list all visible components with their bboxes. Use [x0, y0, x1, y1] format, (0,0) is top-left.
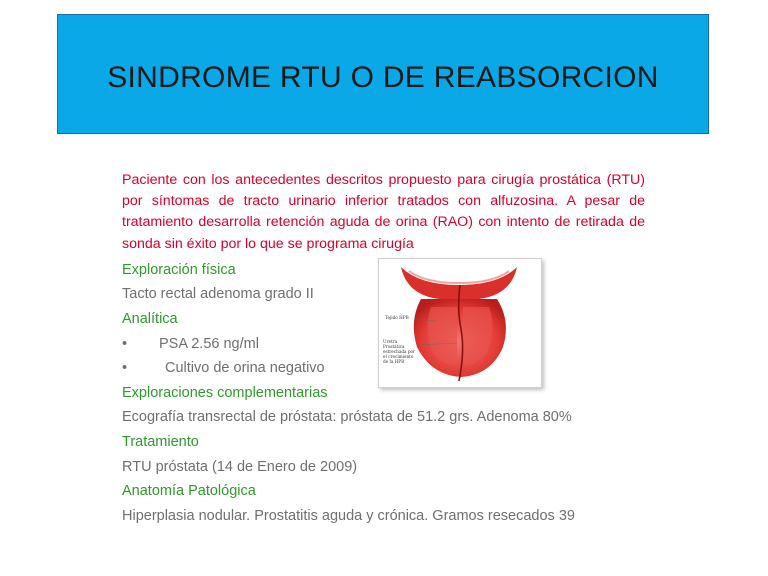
case-intro: Paciente con los antecedentes descritos propuesto para cirugía prostática (RTU) por síntomas de tracto urinario inferior tratados con alfuzosina. A pesar de tratamiento desarrolla retención aguda de orina (RAO) con intento de retirada de sonda sin éxito por lo que se programa cirugía: [122, 172, 645, 252]
exploracion-heading: Exploración física: [122, 261, 236, 278]
figure-label-uretra: Uretra Prostática estrechada por el crecimiento de la HPB: [383, 339, 416, 364]
anatomia-text: Hiperplasia nodular. Prostatitis aguda y crónica. Gramos resecados 39: [122, 507, 575, 524]
title-banner: [57, 14, 709, 134]
slide-title: SINDROME RTU O DE REABSORCION: [107, 61, 659, 94]
tratamiento-text: RTU próstata (14 de Enero de 2009): [122, 458, 358, 475]
prostate-illustration: [378, 258, 542, 388]
analitica-heading: Analítica: [122, 311, 178, 327]
prostate-drawing: [379, 259, 541, 387]
bullet-text: Cultivo de orina negativo: [165, 360, 325, 377]
bullet-marker: •: [122, 335, 128, 352]
anatomia-heading: Anatomía Patológica: [122, 483, 256, 500]
bullet-text: PSA 2.56 ng/ml: [159, 335, 259, 352]
complementarias-heading: Exploraciones complementarias: [122, 384, 328, 401]
tratamiento-heading: Tratamiento: [122, 433, 199, 450]
bullet-marker: •: [122, 360, 128, 377]
figure-label-tejido: Tejido HPB: [385, 315, 409, 320]
complementarias-text: Ecografía transrectal de próstata: próstata de 51.2 grs. Adenoma 80%: [122, 409, 572, 426]
exploracion-text: Tacto rectal adenoma grado II: [122, 286, 314, 303]
